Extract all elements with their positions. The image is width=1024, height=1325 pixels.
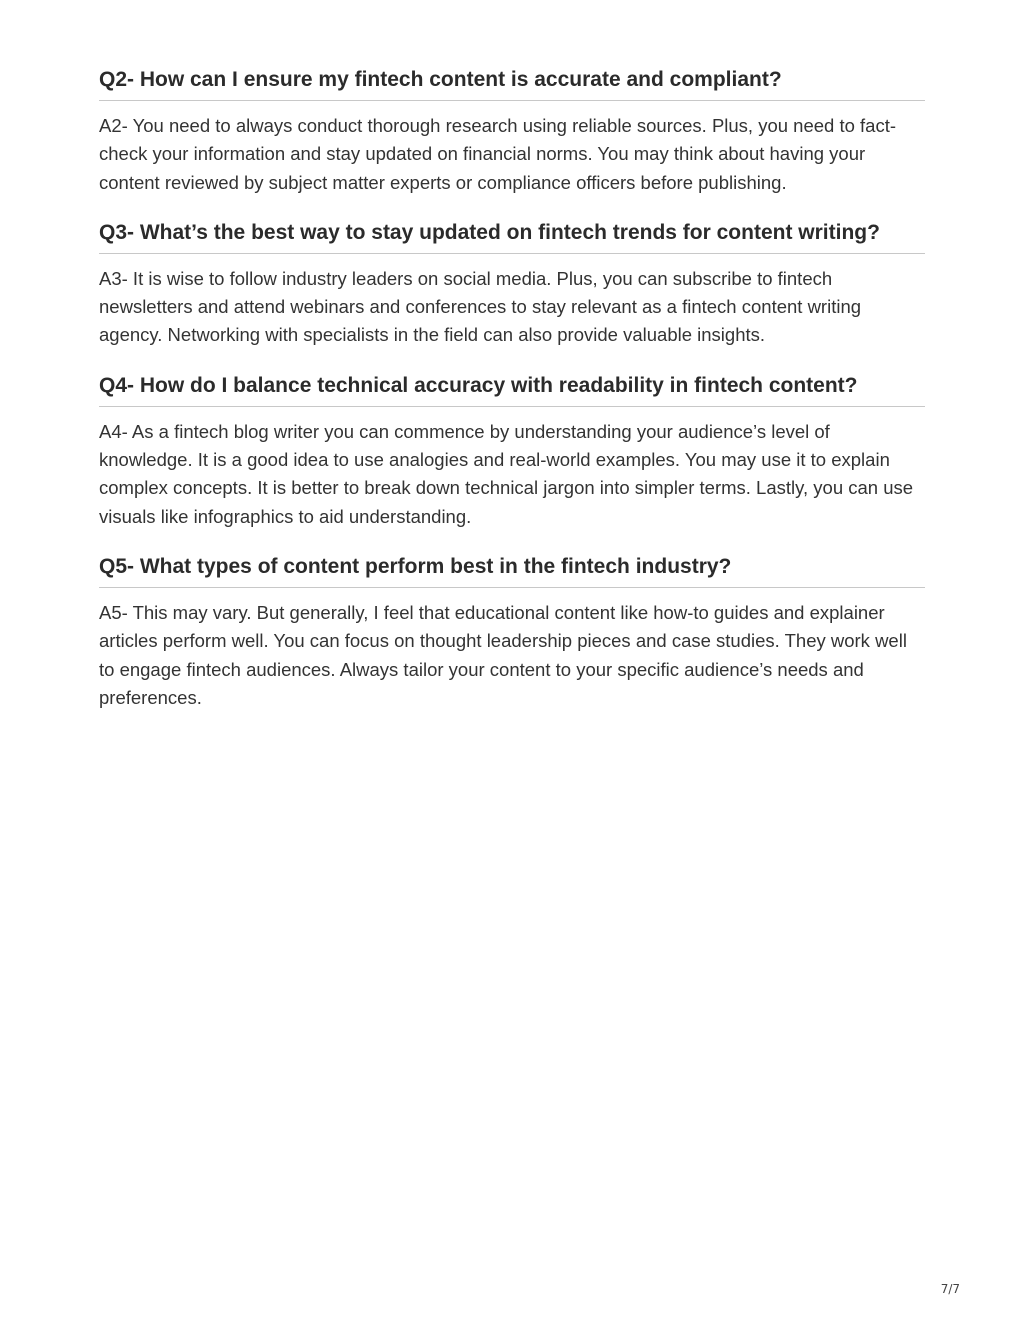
page-number: 7/7 bbox=[940, 1282, 960, 1296]
faq-item-q2 bbox=[99, 66, 925, 197]
faq-answer: A4- As a fintech blog writer you can commence by understanding your audience’s level of knowledge. It is a good idea to use analogies and real-world examples. You may use it to explain complex concepts. It is better to break down technical jargon into simpler terms. Lastly, you can use visuals like infographics to aid understanding. bbox=[99, 420, 914, 527]
faq-item-q4 bbox=[99, 372, 925, 531]
faq-question: Q3- What’s the best way to stay updated on fintech trends for content writing? bbox=[99, 219, 925, 254]
faq-section bbox=[99, 66, 925, 712]
faq-question: Q2- How can I ensure my fintech content is accurate and compliant? bbox=[99, 66, 925, 101]
faq-item-q5 bbox=[99, 553, 925, 712]
faq-question: Q4- How do I balance technical accuracy with readability in fintech content? bbox=[99, 372, 925, 407]
faq-answer: A3- It is wise to follow industry leaders on social media. Plus, you can subscribe to fintech newsletters and attend webinars and conferences to stay relevant as a fintech content writing agency. Networking with specialists in the field can also provide valuable insights. bbox=[99, 267, 862, 346]
faq-item-q3 bbox=[99, 219, 925, 350]
faq-answer: A2- You need to always conduct thorough research using reliable sources. Plus, you need to fact-check your information and stay updated on financial norms. You may think about having your content reviewed by subject matter experts or compliance officers before publishing. bbox=[99, 115, 897, 193]
faq-question: Q5- What types of content perform best in the fintech industry? bbox=[99, 553, 925, 588]
faq-answer: A5- This may vary. But generally, I feel that educational content like how-to guides and explainer articles perform well. You can focus on thought leadership pieces and case studies. They work well to engage fintech audiences. Always tailor your content to your specific audience’s needs and preferences. bbox=[99, 601, 907, 708]
